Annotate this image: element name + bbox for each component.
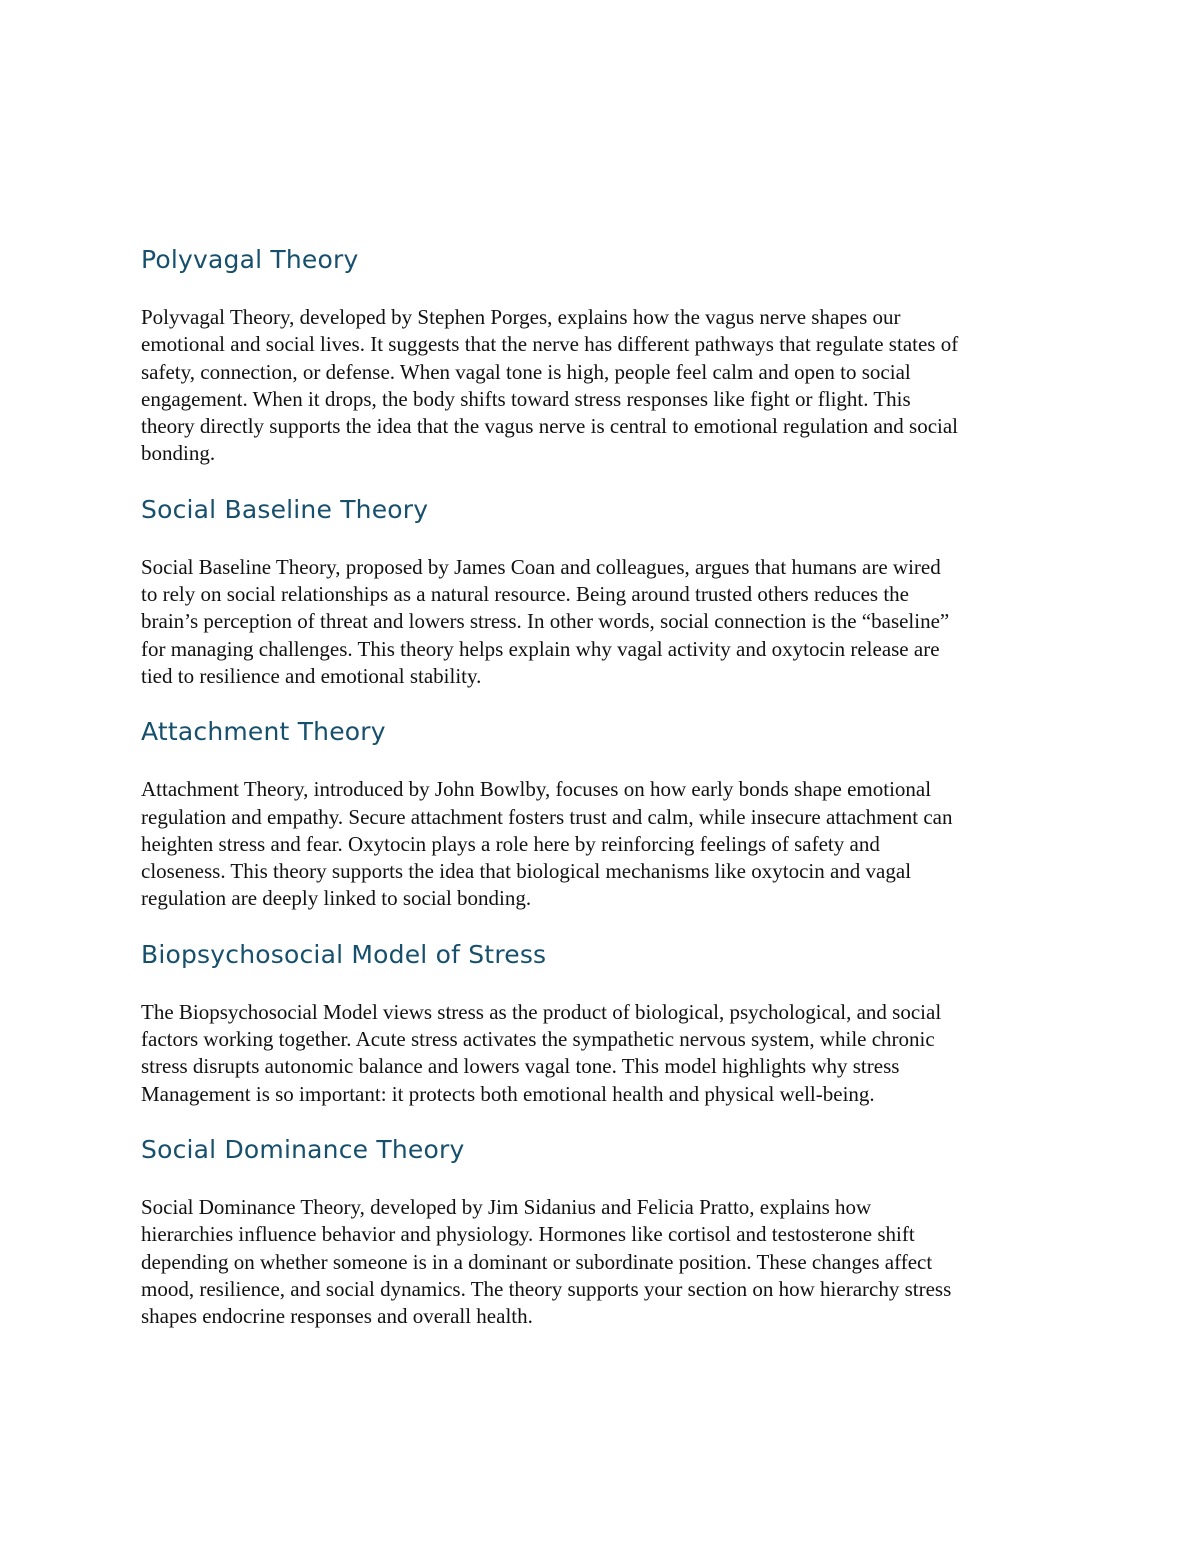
paragraph-line: Management is so important: it protects both emotional health and physical well-being.: [141, 1081, 875, 1106]
section-attachment-theory: [141, 710, 1071, 912]
paragraph-line: hierarchies influence behavior and physiology. Hormones like cortisol and testosterone shift: [141, 1222, 915, 1247]
paragraph-line: factors working together. Acute stress activates the sympathetic nervous system, while chronic: [141, 1027, 935, 1052]
section-biopsychosocial-model: [141, 933, 1071, 1108]
paragraph-line: shapes endocrine responses and overall health.: [141, 1304, 533, 1329]
paragraph-line: Attachment Theory, introduced by John Bowlby, focuses on how early bonds shape emotional: [141, 777, 932, 802]
paragraph-line: depending on whether someone is in a dominant or subordinate position. These changes affect: [141, 1249, 933, 1274]
section-heading: Biopsychosocial Model of Stress: [141, 939, 547, 969]
section-paragraph: [141, 1194, 1071, 1330]
section-heading: Polyvagal Theory: [141, 245, 359, 274]
paragraph-line: regulation are deeply linked to social bonding.: [141, 886, 532, 911]
section-heading: Social Baseline Theory: [141, 494, 429, 524]
paragraph-line: brain’s perception of threat and lowers stress. In other words, social connection is the “baseline”: [141, 609, 950, 634]
paragraph-line: tied to resilience and emotional stability.: [141, 663, 482, 688]
paragraph-line: engagement. When it drops, the body shifts toward stress responses like fight or flight. This: [141, 386, 911, 411]
section-paragraph: [141, 999, 1071, 1108]
paragraph-line: stress disrupts autonomic balance and lowers vagal tone. This model highlights why stress: [141, 1054, 900, 1079]
paragraph-line: safety, connection, or defense. When vagal tone is high, people feel calm and open to social: [141, 359, 911, 384]
section-polyvagal-theory: [141, 238, 1071, 468]
section-heading: Attachment Theory: [141, 717, 386, 747]
paragraph-line: regulation and empathy. Secure attachment fosters trust and calm, while insecure attachment can: [141, 804, 953, 829]
paragraph-line: closeness. This theory supports the idea that biological mechanisms like oxytocin and vagal: [141, 859, 912, 884]
paragraph-line: Polyvagal Theory, developed by Stephen Porges, explains how the vagus nerve shapes our: [141, 305, 901, 329]
document-page: [141, 238, 1071, 1330]
paragraph-line: theory directly supports the idea that the vagus nerve is central to emotional regulation and social: [141, 414, 959, 439]
section-paragraph: [141, 554, 1071, 690]
section-paragraph: [141, 304, 1071, 468]
paragraph-line: heighten stress and fear. Oxytocin plays a role here by reinforcing feelings of safety and: [141, 831, 880, 856]
section-paragraph: [141, 776, 1071, 912]
paragraph-line: Social Dominance Theory, developed by Jim Sidanius and Felicia Pratto, explains how: [141, 1194, 872, 1219]
section-heading: Social Dominance Theory: [141, 1134, 465, 1164]
section-social-baseline-theory: [141, 488, 1071, 690]
section-social-dominance-theory: [141, 1128, 1071, 1330]
paragraph-line: to rely on social relationships as a natural resource. Being around trusted others reduces the: [141, 582, 910, 607]
paragraph-line: The Biopsychosocial Model views stress as the product of biological, psychological, and social: [141, 999, 942, 1024]
paragraph-line: emotional and social lives. It suggests that the nerve has different pathways that regulate states of: [141, 332, 959, 357]
paragraph-line: for managing challenges. This theory helps explain why vagal activity and oxytocin release are: [141, 636, 940, 661]
paragraph-line: mood, resilience, and social dynamics. The theory supports your section on how hierarchy stress: [141, 1276, 952, 1301]
paragraph-line: Social Baseline Theory, proposed by James Coan and colleagues, argues that humans are wired: [141, 554, 941, 579]
paragraph-line: bonding.: [141, 441, 216, 466]
